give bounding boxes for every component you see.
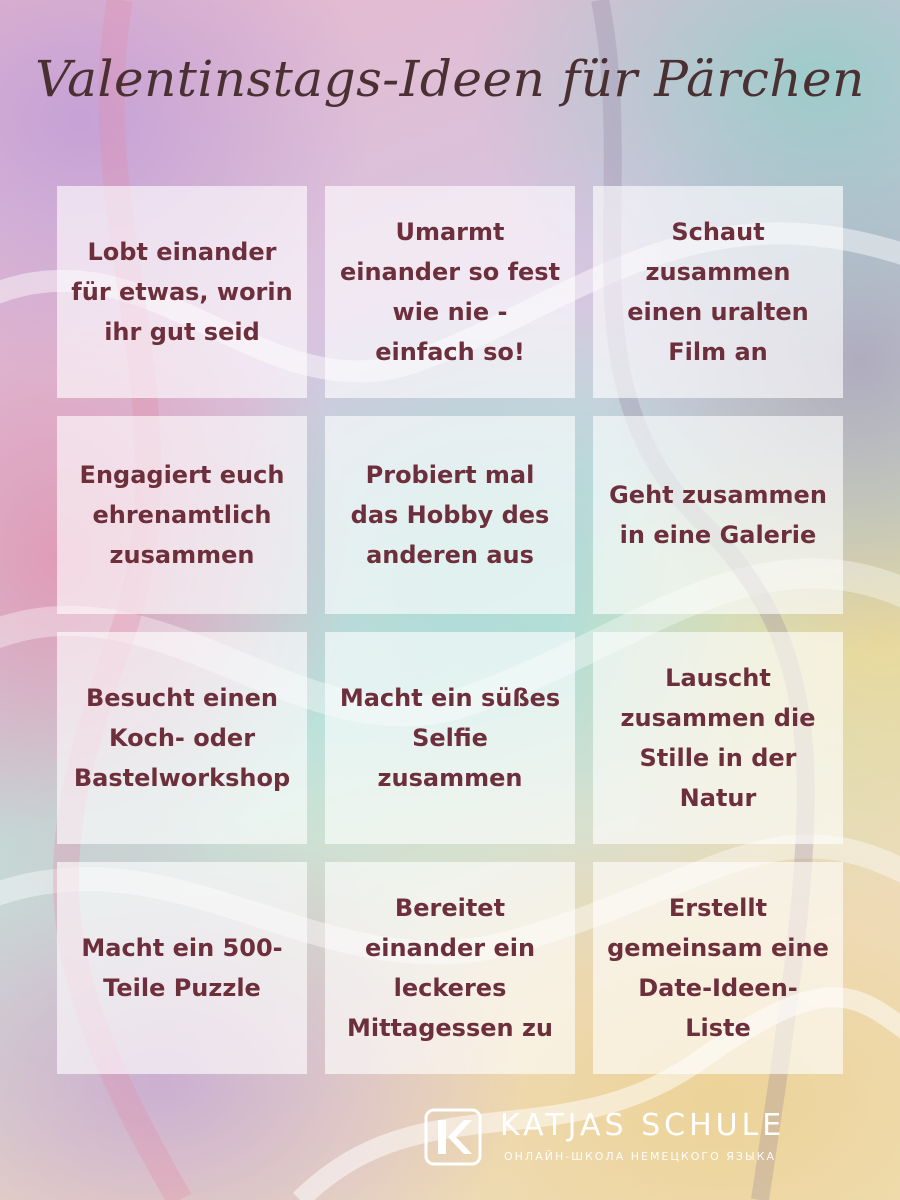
k-logo-icon [424,1108,482,1166]
idea-card [325,416,575,614]
brand-name: KATJAS SCHULE [500,1108,786,1143]
idea-card [593,632,843,844]
idea-card [325,186,575,398]
idea-text: Besucht einen Koch- oder Bastelworkshop [73,684,291,792]
idea-card [325,632,575,844]
idea-text: Engagiert euch ehrenamtlich zusammen [79,461,285,569]
brand-tagline: ОНЛАЙН-ШКОЛА НЕМЕЦКОГО ЯЗЫКА [504,1150,776,1163]
page-title: Valentinstags-Ideen für Pärchen [35,50,865,108]
idea-text: Umarmt einander so fest wie nie - einfach so! [339,218,561,366]
idea-grid [57,186,843,1076]
idea-text: Geht zusammen in eine Galerie [609,481,827,549]
idea-card [593,416,843,614]
idea-text: Lobt einander für etwas, worin ihr gut seid [71,238,293,346]
idea-card [57,186,307,398]
idea-text: Schaut zusammen einen uralten Film an [627,218,809,366]
idea-text: Bereitet einander ein leckeres Mittagessen zu [346,894,554,1042]
idea-text: Lauscht zusammen die Stille in der Natur [620,664,816,812]
idea-card [325,862,575,1074]
idea-card [57,632,307,844]
idea-text: Macht ein 500-Teile Puzzle [81,934,283,1002]
idea-card [593,186,843,398]
idea-text: Probiert mal das Hobby des anderen aus [350,461,550,569]
idea-card [593,862,843,1074]
idea-card [57,862,307,1074]
idea-text: Macht ein süßes Selfie zusammen [339,684,561,792]
brand-footer [424,1108,854,1168]
idea-text: Erstellt gemeinsam eine Date-Ideen-Liste [607,894,829,1042]
idea-card [57,416,307,614]
